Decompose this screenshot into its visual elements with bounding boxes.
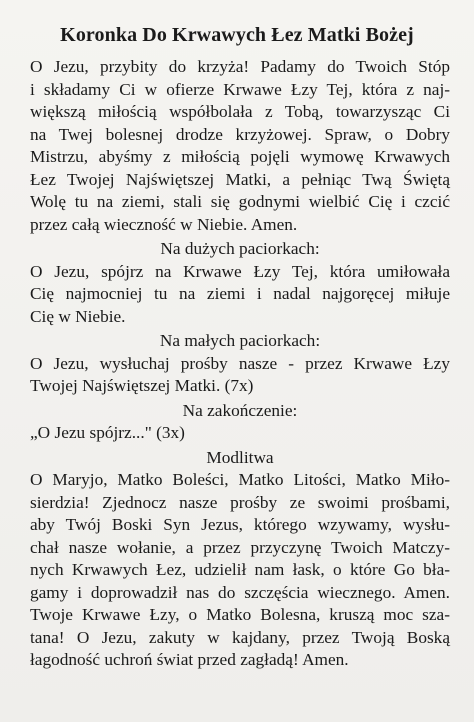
text-line: większą miłością współbolała z Tobą, towarzysząc Ci bbox=[30, 102, 450, 121]
section-heading-prayer: Modlitwa bbox=[206, 447, 274, 467]
text-line: Twoje Krwawe Łzy, o Matko Bolesna, kruszą moc sza- bbox=[30, 605, 450, 624]
text-line: Cię w Niebie. bbox=[30, 306, 126, 326]
text-line: O Jezu, wysłuchaj prośby nasze - przez Krwawe Łzy bbox=[30, 353, 450, 373]
text-line: i składamy Ci w ofierze Krwawe Łzy Tej, która z naj- bbox=[30, 79, 450, 99]
text-line: sierdzia! Zjednocz nasze prośby ze swoimi prośbami, bbox=[30, 492, 450, 512]
text-line: O Maryjo, Matko Boleści, Matko Litości, Matko Miło- bbox=[30, 470, 450, 489]
text-line: aby Twój Boski Syn Jezus, którego wzywamy, wysłu- bbox=[30, 515, 450, 534]
text-line: na Twej bolesnej drodze krzyżowej. Spraw, o Dobry bbox=[30, 124, 450, 144]
text-line: Cię najmocniej tu na ziemi i nadal najgoręcej miłuje bbox=[30, 284, 450, 303]
page-title: Koronka Do Krwawych Łez Matki Bożej bbox=[60, 24, 414, 46]
text-line: łagodność uchroń świat przed zagładą! Amen. bbox=[30, 650, 349, 669]
section-heading-ending: Na zakończenie: bbox=[182, 400, 298, 420]
section-heading-small-beads: Na małych paciorkach: bbox=[159, 331, 321, 350]
text-line: tana! O Jezu, zakuty w kajdany, przez Twoją Boską bbox=[30, 627, 450, 647]
text-line: nych Krwawych Łez, udzielił nam łask, o które Go bła- bbox=[30, 560, 450, 579]
text-line: Łez Twojej Najświętszej Matki, a pełniąc Twą Świętą bbox=[30, 169, 450, 189]
section-heading-large-beads: Na dużych paciorkach: bbox=[160, 239, 320, 258]
text-line: Wolę tu na ziemi, stali się godnymi wielbić Cię i czcić bbox=[30, 192, 450, 211]
text-line: Twojej Najświętszej Matki. (7x) bbox=[30, 376, 254, 395]
text-line: O Jezu, spójrz na Krwawe Łzy Tej, która umiłowała bbox=[30, 261, 450, 281]
text-line: gamy i doprowadził nas do szczęścia wiecznego. Amen. bbox=[30, 582, 450, 602]
text-line: O Jezu, przybity do krzyża! Padamy do Twoich Stóp bbox=[30, 57, 450, 76]
prayer-text bbox=[30, 56, 450, 672]
text-line: przez całą wieczność w Niebie. Amen. bbox=[30, 214, 298, 234]
text-line: chał nasze wołanie, a przez przyczynę Twoich Matczy- bbox=[30, 537, 450, 557]
text-line: „O Jezu spójrz..." (3x) bbox=[30, 423, 185, 442]
text-line: Mistrzu, abyśmy z miłością pojęli wymowę Krwawych bbox=[30, 147, 450, 166]
